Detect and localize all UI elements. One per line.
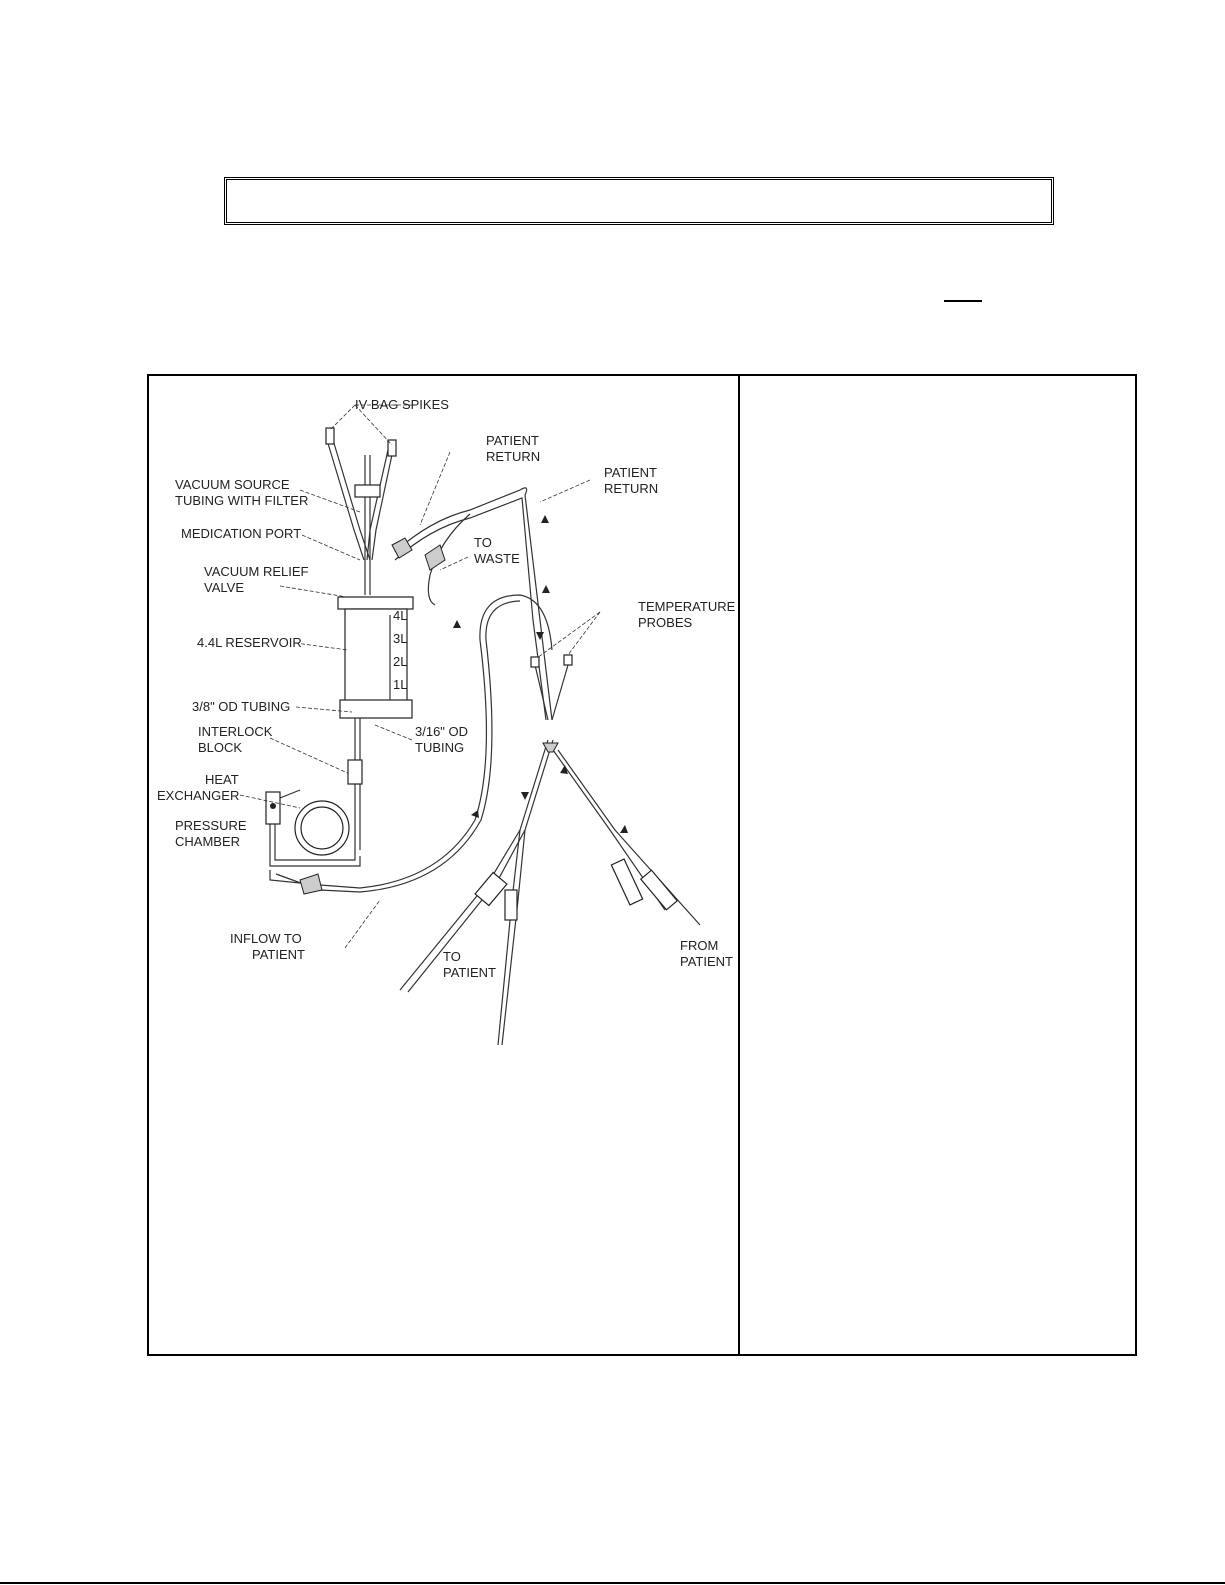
label-vacuum-source-a: VACUUM SOURCE (175, 477, 290, 492)
label-inflow-b: PATIENT (252, 947, 305, 962)
label-reservoir: 4.4L RESERVOIR (197, 635, 302, 650)
label-temperature-probes-a: TEMPERATURE (638, 599, 736, 614)
label-patient-return-2b: RETURN (604, 481, 659, 496)
label-patient-return-2a: PATIENT (604, 465, 657, 480)
label-temperature-probes-b: PROBES (638, 615, 693, 630)
label-medication-port: MEDICATION PORT (181, 526, 302, 541)
vacuum-filter (300, 455, 380, 595)
label-heat-exchanger-a: HEAT (205, 772, 239, 787)
label-od-tubing-316-b: TUBING (415, 740, 465, 755)
label-interlock-a: INTERLOCK (198, 724, 273, 739)
label-to-patient-b: PATIENT (443, 965, 496, 980)
label-from-patient-b: PATIENT (680, 954, 733, 969)
svg-text:3L: 3L (393, 631, 408, 646)
label-patient-return-1b: RETURN (486, 449, 541, 464)
patient-cannulas (400, 740, 700, 1045)
label-to-waste-b: WASTE (474, 551, 520, 566)
label-vacuum-relief-a: VACUUM RELIEF (204, 564, 309, 579)
label-pressure-chamber-b: CHAMBER (175, 834, 241, 849)
label-heat-exchanger-b: EXCHANGER (157, 788, 240, 803)
label-patient-return-1a: PATIENT (486, 433, 539, 448)
label-inflow-a: INFLOW TO (230, 931, 302, 946)
label-vacuum-relief-b: VALVE (204, 580, 244, 595)
svg-text:1L: 1L (393, 677, 408, 692)
svg-text:4L: 4L (393, 608, 408, 623)
label-to-patient-a: TO (443, 949, 461, 964)
label-pressure-chamber-a: PRESSURE (175, 818, 247, 833)
label-vacuum-source-b: TUBING WITH FILTER (175, 493, 309, 508)
label-to-waste-a: TO (474, 535, 492, 550)
svg-text:2L: 2L (393, 654, 408, 669)
iv-bag-spikes (326, 405, 412, 560)
label-from-patient-a: FROM (680, 938, 719, 953)
label-iv-bag-spikes: IV BAG SPIKES (355, 397, 449, 412)
label-interlock-b: BLOCK (198, 740, 243, 755)
label-od-tubing-316-a: 3/16" OD (415, 724, 469, 739)
label-od-tubing-38: 3/8" OD TUBING (192, 699, 291, 714)
patient-return-tubing (392, 452, 590, 720)
